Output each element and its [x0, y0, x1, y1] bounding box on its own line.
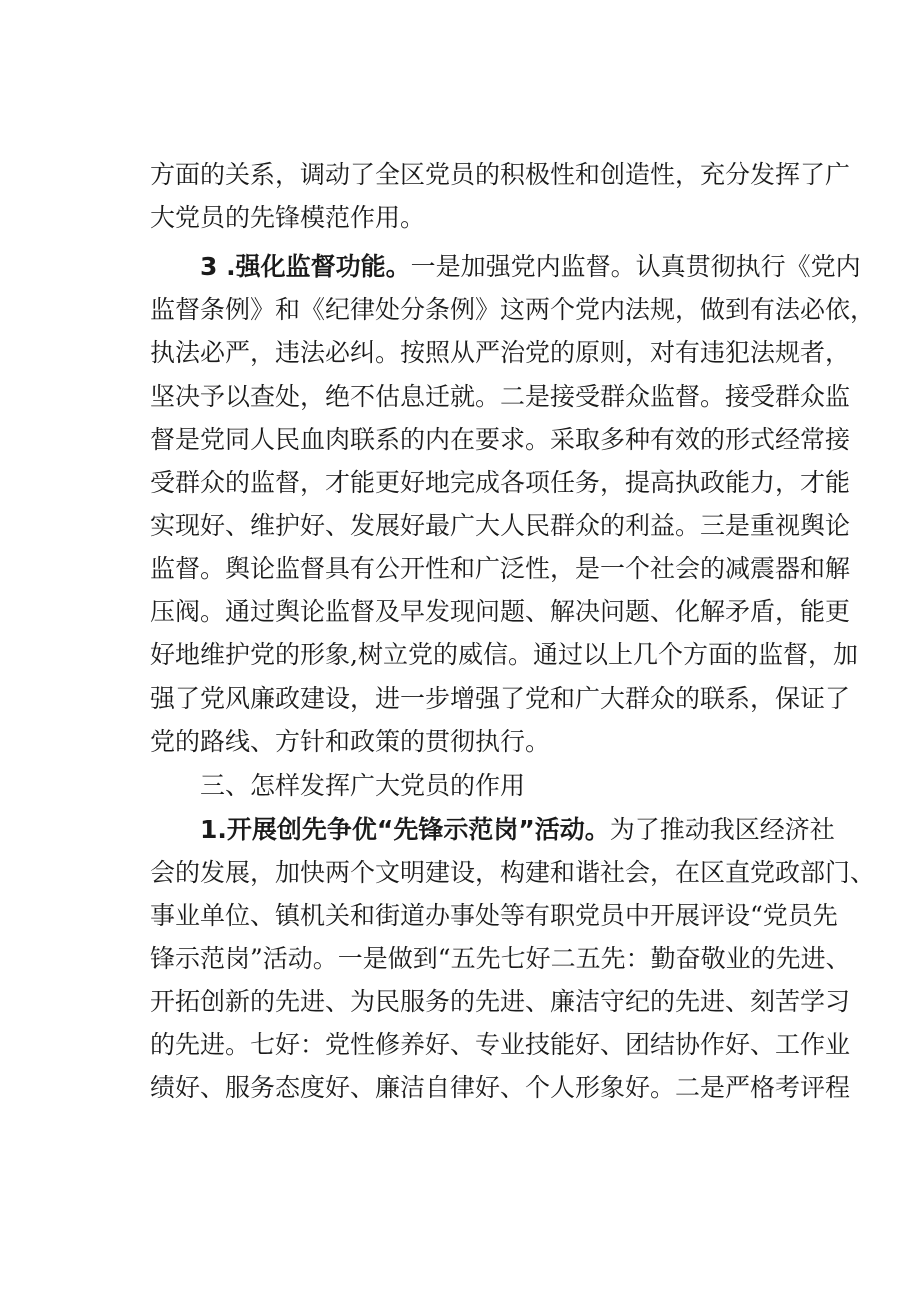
paragraph-start-line: 3 .强化监督功能。一是加强党内监督。认真贯彻执行《党内	[200, 252, 861, 281]
text-line: 监督条例》和《纪律处分条例》这两个党内法规，做到有法必依，	[150, 295, 876, 324]
text-line: 党的路线、方针和政策的贯彻执行。	[150, 727, 551, 756]
text-line: 强了党风廉政建设，进一步增强了党和广大群众的联系，保证了	[150, 684, 851, 713]
section-lead: 3 .强化监督功能。	[200, 252, 411, 281]
text-line: 大党员的先锋模范作用。	[150, 203, 426, 232]
text-line: 监督。舆论监督具有公开性和广泛性，是一个社会的减震器和解	[150, 554, 851, 583]
text-line: 绩好、服务态度好、廉洁自律好、个人形象好。二是严格考评程	[150, 1073, 851, 1102]
text-line: 实现好、维护好、发展好最广大人民群众的利益。三是重视舆论	[150, 511, 851, 540]
section-lead: 1.开展创先争优“先锋示范岗”活动。	[200, 815, 610, 844]
text-line: 督是党同人民血肉联系的内在要求。采取多种有效的形式经常接	[150, 425, 851, 454]
text-line: 压阀。通过舆论监督及早发现问题、解决问题、化解矛盾，能更	[150, 597, 851, 626]
text-line: 好地维护党的形象,树立党的威信。通过以上几个方面的监督，加	[150, 640, 858, 669]
text-line: 开拓创新的先进、为民服务的先进、廉洁守纪的先进、刻苦学习	[150, 987, 851, 1016]
text-line: 会的发展，加快两个文明建设，构建和谐社会，在区直党政部门、	[150, 858, 876, 887]
text-line: 方面的关系，调动了全区党员的积极性和创造性，充分发挥了广	[150, 160, 851, 189]
paragraph-start-line: 1.开展创先争优“先锋示范岗”活动。为了推动我区经济社	[200, 815, 835, 844]
text-line: 锋示范岗”活动。一是做到“五先七好二五先：勤奋敬业的先进、	[150, 944, 851, 973]
text-line: 事业单位、镇机关和街道办事处等有职党员中开展评设“党员先	[150, 901, 838, 930]
section-heading: 三、怎样发挥广大党员的作用	[200, 771, 526, 800]
text-line: 受群众的监督，才能更好地完成各项任务，提高执政能力，才能	[150, 468, 851, 497]
text-line: 坚决予以查处，绝不估息迁就。二是接受群众监督。接受群众监	[150, 382, 851, 411]
text-line: 执法必严，违法必纠。按照从严治党的原则，对有违犯法规者，	[150, 338, 851, 367]
text-line: 的先进。七好：党性修养好、专业技能好、团结协作好、工作业	[150, 1030, 851, 1059]
